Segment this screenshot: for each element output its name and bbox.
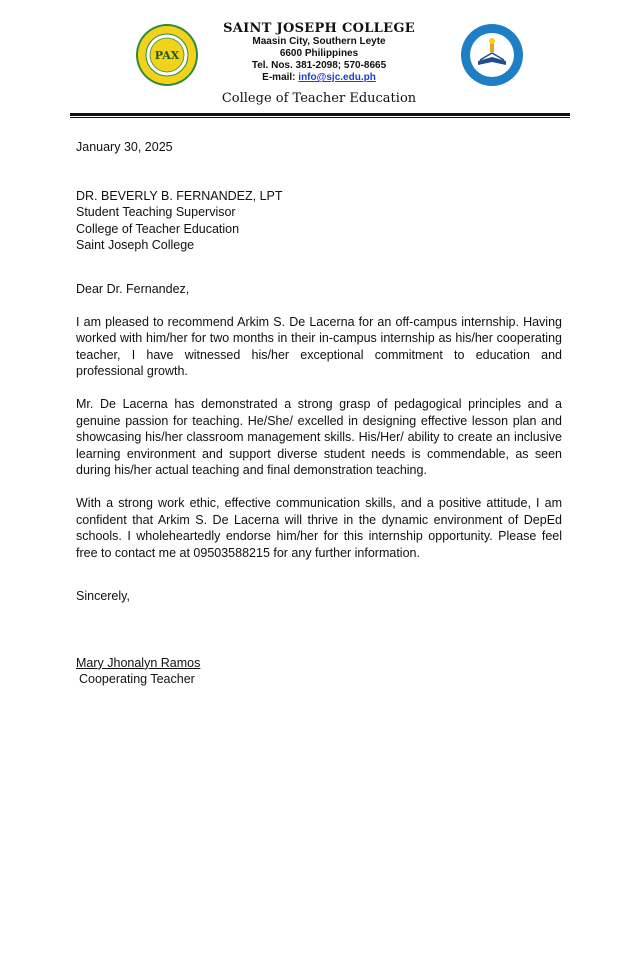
recipient-position: Student Teaching Supervisor <box>76 205 236 220</box>
email-link[interactable]: info@sjc.edu.ph <box>298 72 376 83</box>
header-divider-thin <box>70 117 570 118</box>
paragraph-1: I am pleased to recommend Arkim S. De Lacerna for an off-campus internship. Having worked with him/her for two months in their in-campus internship as his/her cooperating teacher, I have witnessed his/her exceptional commitment to education and professional growth. <box>76 314 562 379</box>
recipient-department: College of Teacher Education <box>76 221 240 236</box>
letter-body <box>76 139 562 688</box>
letterhead-text <box>0 22 638 84</box>
school-address: Maasin City, Southern Leyte <box>252 36 386 47</box>
recipient-block <box>76 188 562 254</box>
school-zip: 6600 Philippines <box>279 48 359 59</box>
college-name: College of Teacher Education <box>221 91 417 106</box>
school-name: SAINT JOSEPH COLLEGE <box>223 21 415 36</box>
signature-title: Cooperating Teacher <box>79 672 195 687</box>
signature-name: Mary Jhonalyn Ramos <box>76 655 201 670</box>
paragraph-2: Mr. De Lacerna has demonstrated a strong grasp of pedagogical principles and a genuine passion for teaching. He/She/ excelled in designing effective lesson plan and showcasing his/her classroom management skills. His/Her/ ability to create an inclusive learning environment and support diverse student needs is commendable, as seen during his/her actual teaching and final demonstration teaching. <box>76 396 562 478</box>
letter-date: January 30, 2025 <box>76 140 173 154</box>
closing: Sincerely, <box>76 589 130 604</box>
email-label: E-mail: <box>262 72 299 83</box>
school-email-line <box>0 72 638 84</box>
header-divider <box>70 113 570 116</box>
svg-text:PAX: PAX <box>154 49 180 62</box>
paragraph-3: With a strong work ethic, effective communication skills, and a positive attitude, I am confident that Arkim S. De Lacerna will thrive in the dynamic environment of DepEd schools. I wholeheartedly endorse him/her for this internship opportunity. Please feel free to contact me at 09503588215 for any further information. <box>76 495 562 560</box>
recipient-name: DR. BEVERLY B. FERNANDEZ, LPT <box>76 188 283 203</box>
recipient-institution: Saint Joseph College <box>76 238 195 253</box>
letterhead <box>0 0 638 120</box>
school-telephone: Tel. Nos. 381-2098; 570-8665 <box>251 60 387 71</box>
salutation: Dear Dr. Fernandez, <box>76 281 190 296</box>
